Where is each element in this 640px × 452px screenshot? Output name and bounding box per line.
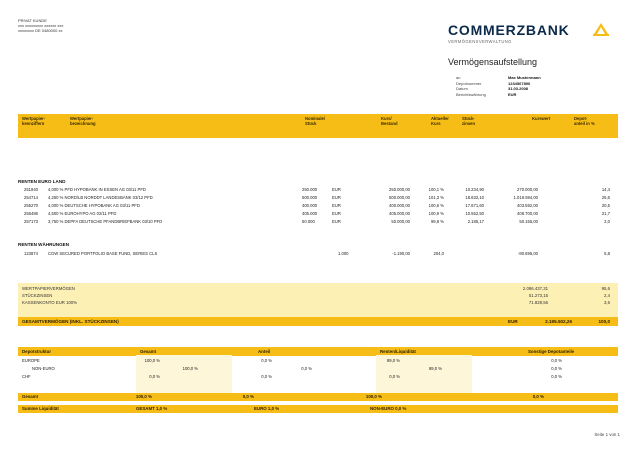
cell-anteil: 21,7 xyxy=(601,211,610,216)
cell-name: 4,000 % DEUTSCHE HYPOBANK AG 03/11 PFD xyxy=(48,203,140,208)
total-bar xyxy=(18,317,618,326)
table-row xyxy=(18,251,618,257)
cell-name: 4,500 % EUROHYPO AG 02/11 PFD xyxy=(48,211,117,216)
col-header-kurs: Aktueller Kurs xyxy=(431,116,449,127)
cell-kurs: 100,1 % xyxy=(428,187,444,192)
cell-nominal: 250.000 xyxy=(302,187,318,192)
alloc-cell: 0,0 % xyxy=(261,358,272,363)
table-row xyxy=(18,187,618,193)
meta-value: EUR xyxy=(508,91,517,97)
cell-zinsen: 2.185,17 xyxy=(467,219,484,224)
address-line-2: xxx xxxxxxxxx xxxxxx xxx xyxy=(18,23,64,28)
cell-kurswert: 270.000,00 xyxy=(517,187,538,192)
alloc-cell: 0,0 % xyxy=(389,374,400,379)
cell-bestand: 250.000,00 xyxy=(389,187,410,192)
total-value: 2.195.502,26 xyxy=(545,319,572,324)
ribbon-logo-icon xyxy=(593,22,609,36)
summary-value: 2.096.437,31 xyxy=(522,286,548,291)
cell-nominal: 405.000 xyxy=(302,211,318,216)
cell-anteil: 20,5 xyxy=(601,203,610,208)
alloc-cell: 100,0 % xyxy=(144,358,160,363)
document-title: Vermögensaufstellung xyxy=(448,57,538,67)
cell-name: 4,250 % NORD/LB NORDDT LANDESBANK 03/12 PFD xyxy=(48,195,153,200)
cell-anteil: 25,6 xyxy=(601,195,610,200)
address-line-1: PRIVAT KUNDE xyxy=(18,18,47,23)
cell-zinsen: 17.671,60 xyxy=(465,203,484,208)
alloc-header-3: Renten/Liquidität xyxy=(380,349,416,354)
cell-wkn: 251840 xyxy=(24,187,38,192)
cell-wkn: 255270 xyxy=(24,203,38,208)
section-title-renten-euro: RENTEN EURO LAND xyxy=(18,179,66,184)
summary-row xyxy=(18,292,618,299)
allocation-row xyxy=(18,374,618,380)
total-pct: 100,0 xyxy=(598,319,610,324)
alloc-sum-cell: 0,0 % xyxy=(242,394,254,399)
cell-wkn: 256486 xyxy=(24,211,38,216)
meta-label: Datum xyxy=(456,86,468,92)
cell-kurswert: 408.700,00 xyxy=(517,211,538,216)
holdings-table-header xyxy=(18,114,618,138)
cell-bestand: 500.000,00 xyxy=(389,195,410,200)
col-header-wkn: Wertpapier- kennziffern xyxy=(22,116,46,127)
summary-label: WERTPAPIERVERMÖGEN xyxy=(22,286,76,291)
cell-currency: EUR xyxy=(332,211,341,216)
cell-bestand: -1.190,00 xyxy=(392,251,410,256)
cell-bestand: 400.000,00 xyxy=(389,203,410,208)
alloc-cell: 0,0 % xyxy=(261,374,272,379)
col-header-anteil: Depot- anteil in % xyxy=(574,116,595,127)
alloc-label: EUROPE xyxy=(22,358,40,363)
cell-kurs: 204,0 xyxy=(433,251,444,256)
alloc-header-0: Depotstruktur xyxy=(22,349,52,354)
cell-anteil: 2,0 xyxy=(604,219,610,224)
col-header-nominal: Nominale/ Stück xyxy=(305,116,326,127)
cell-nominal: 1.000 xyxy=(338,251,349,256)
summary-label: KASSENKONTO EUR 100% xyxy=(22,300,78,305)
recipient-address xyxy=(18,18,158,33)
allocation-header xyxy=(18,347,618,356)
summary-pct: 95,6 xyxy=(601,286,610,291)
cell-currency: EUR xyxy=(332,187,341,192)
col-header-zinsen: Stück- zinsen xyxy=(462,116,476,127)
meta-label: Berichtswährung xyxy=(456,91,486,97)
section-title-renten-waehrungen: RENTEN WÄHRUNGEN xyxy=(18,242,70,247)
allocation-row xyxy=(18,358,618,364)
liquidity-bar xyxy=(18,405,618,413)
summary-value: 71.828,56 xyxy=(528,300,548,305)
summary-row xyxy=(18,299,618,306)
summary-value: 51.273,15 xyxy=(528,293,548,298)
meta-value: Max Mustermann xyxy=(508,75,541,80)
cell-name: CGW SECURED PORTFOLIO BASE FUND, SERIES CLS xyxy=(48,251,158,256)
alloc-header-2: Anteil xyxy=(258,349,271,354)
allocation-row xyxy=(18,366,618,372)
col-header-name: Wertpapier- bezeichnung xyxy=(70,116,96,127)
alloc-sum-cell: 100,0 % xyxy=(365,394,382,399)
address-line-3: xxxxxxxx DE 0480000 xx xyxy=(18,28,63,33)
cell-anteil: 14,4 xyxy=(601,187,610,192)
cell-currency: EUR xyxy=(332,219,341,224)
table-row xyxy=(18,219,618,225)
alloc-cell: 0,0 % xyxy=(551,366,562,371)
table-row xyxy=(18,195,618,201)
cell-name: 4,000 % PFD HYPOBANK IN ESSEN AG 03/11 PFD xyxy=(48,187,146,192)
cell-zinsen: 10.234,90 xyxy=(465,187,484,192)
alloc-cell: 0,0 % xyxy=(149,374,160,379)
cell-kurs: 101,3 % xyxy=(428,195,444,200)
bank-subtitle: VERMÖGENSVERWALTUNG xyxy=(448,39,512,44)
liquidity-cell: GESAMT 1,0 % xyxy=(136,406,168,411)
alloc-sum-label: Gesamt xyxy=(22,394,39,399)
cell-kurs: 100,9 % xyxy=(428,211,444,216)
alloc-cell: 89,0 % xyxy=(386,358,400,363)
bank-name: COMMERZBANK xyxy=(448,22,570,38)
total-label: GESAMTVERMÖGEN (INKL. STÜCKZINSEN) xyxy=(22,319,119,324)
cell-kurs: 100,6 % xyxy=(428,203,444,208)
cell-zinsen: 10.552,50 xyxy=(465,211,484,216)
cell-currency: EUR xyxy=(332,195,341,200)
summary-pct: 3,6 xyxy=(604,300,610,305)
summary-label: STÜCKZINSEN xyxy=(22,293,53,298)
summary-pct: 2,4 xyxy=(604,293,610,298)
cell-wkn: 257173 xyxy=(24,219,38,224)
liquidity-label: Summe Liquidität xyxy=(22,406,59,411)
alloc-header-4: Sonstige Depotanteile xyxy=(528,349,575,354)
table-row xyxy=(18,203,618,209)
meta-label: Depotnummer xyxy=(456,80,482,86)
cell-kurswert: -80.695,00 xyxy=(517,251,538,256)
page-number: Seite 1 von 1 xyxy=(594,432,620,437)
liquidity-cell: EURO 1,0 % xyxy=(254,406,280,411)
alloc-label: CHF xyxy=(22,374,31,379)
table-row xyxy=(18,211,618,217)
alloc-cell: 89,0 % xyxy=(428,366,442,371)
cell-kurswert: 403.592,00 xyxy=(517,203,538,208)
cell-kurswert: 50.155,00 xyxy=(519,219,538,224)
alloc-sum-cell: 0,0 % xyxy=(532,394,544,399)
meta-value: 1234567890 xyxy=(508,80,531,86)
meta-label: an xyxy=(456,75,461,80)
alloc-sum-cell: 100,0 % xyxy=(135,394,152,399)
cell-nominal: 500.000 xyxy=(302,195,318,200)
meta-value: 31.03.2008 xyxy=(508,86,529,92)
alloc-cell: 0,0 % xyxy=(551,358,562,363)
cell-nominal: 50.000 xyxy=(302,219,315,224)
cell-nominal: 400.000 xyxy=(302,203,318,208)
cell-bestand: 50.000,00 xyxy=(391,219,410,224)
col-header-bestand: Kurs/ Bestand xyxy=(381,116,398,127)
bank-logo xyxy=(448,22,618,44)
alloc-header-1: Gesamt xyxy=(140,349,157,354)
allocation-sum-bar xyxy=(18,393,618,401)
alloc-cell: 0,0 % xyxy=(551,374,562,379)
alloc-cell: 0,0 % xyxy=(301,366,312,371)
document-meta xyxy=(456,75,626,97)
cell-name: 3,750 % DEPFA DEUTSCHE PFANDBRIEFBANK 03/10 PFD xyxy=(48,219,163,224)
alloc-label: NON-EURO xyxy=(32,366,55,371)
alloc-cell: 100,0 % xyxy=(182,366,198,371)
cell-wkn: 123874 xyxy=(24,251,38,256)
cell-kurs: 99,8 % xyxy=(430,219,444,224)
cell-bestand: 405.000,00 xyxy=(389,211,410,216)
liquidity-cell: NON-EURO 0,0 % xyxy=(370,406,407,411)
cell-anteil: 5,8 xyxy=(604,251,610,256)
summary-row xyxy=(18,285,618,292)
meta-row xyxy=(456,92,626,98)
cell-wkn: 254714 xyxy=(24,195,38,200)
cell-zinsen: 18.632,10 xyxy=(465,195,484,200)
cell-kurswert: 1.019.594,00 xyxy=(513,195,538,200)
col-header-kurswert: Kurswert xyxy=(532,116,551,121)
cell-currency: EUR xyxy=(332,203,341,208)
total-currency: EUR xyxy=(508,319,518,324)
